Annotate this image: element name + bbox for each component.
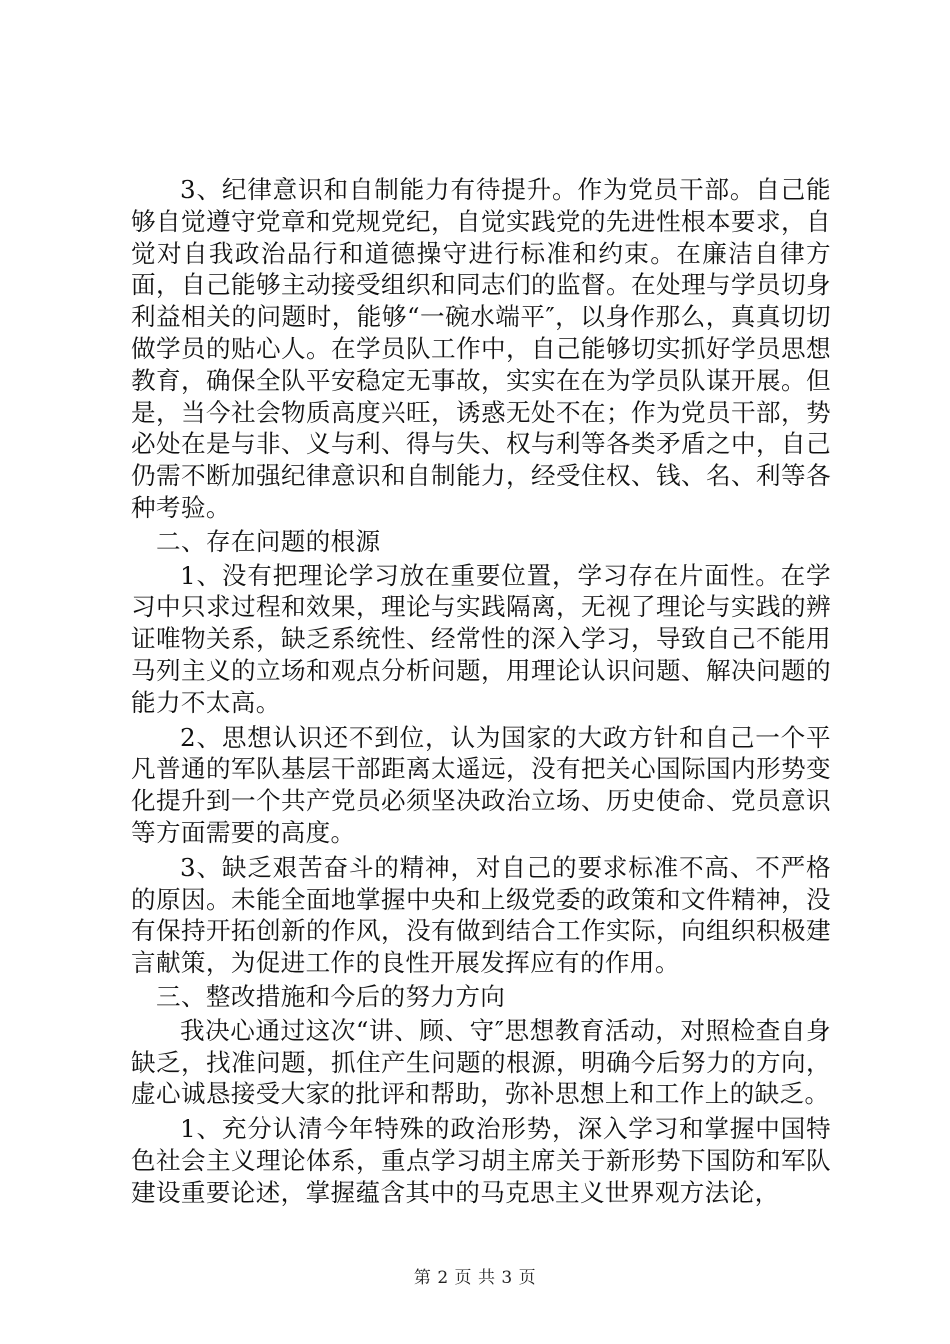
- section-heading-rectification: 三、整改措施和今后的努力方向: [156, 981, 506, 1011]
- paragraph-theory-study: 1、没有把理论学习放在重要位置，学习存在片面性。在学习中只求过程和效果，理论与实践隔离，无视了理论与实践的辨证唯物关系，缺乏系统性、经常性的深入学习，导致自己不能用马列主义的立场和观点分析问题，用理论认识问题、解决问题的能力不太高。: [131, 560, 831, 717]
- paragraph-resolution: 我决心通过这次“讲、顾、守″思想教育活动，对照检查自身缺乏，找准问题，抓住产生问题的根源，明确今后努力的方向，虚心诚恳接受大家的批评和帮助，弥补思想上和工作上的缺乏。: [131, 1015, 831, 1109]
- paragraph-ideological-awareness: 2、思想认识还不到位，认为国家的大政方针和自己一个平凡普通的军队基层干部距离太遥远，没有把关心国际国内形势变化提升到一个共产党员必须坚决政治立场、历史使命、党员意识等方面需要的高度。: [131, 722, 831, 847]
- page-footer: [0, 1268, 950, 1288]
- section-heading-root-causes: 二、存在问题的根源: [156, 526, 381, 556]
- page-number-indicator: 第 2 页 共 3 页: [413, 1268, 537, 1288]
- paragraph-hard-work-spirit: 3、缺乏艰苦奋斗的精神，对自己的要求标准不高、不严格的原因。未能全面地掌握中央和上级党委的政策和文件精神，没有保持开拓创新的作风，没有做到结合工作实际，向组织积极建言献策，为促进工作的良性开展发挥应有的作用。: [131, 852, 831, 978]
- document-body: [131, 174, 831, 1209]
- paragraph-political-situation: 1、充分认清今年特殊的政治形势，深入学习和掌握中国特色社会主义理论体系，重点学习胡主席关于新形势下国防和军队建设重要论述，掌握蕴含其中的马克思主义世界观方法论，: [131, 1114, 831, 1207]
- paragraph-discipline-awareness: 3、纪律意识和自制能力有待提升。作为党员干部。自己能够自觉遵守党章和党规党纪，自觉实践党的先进性根本要求，自觉对自我政治品行和道德操守进行标准和约束。在廉洁自律方面，自己能够主动接受组织和同志们的监督。在处理与学员切身利益相关的问题时，能够“一碗水端平″，以身作那么，真真切切做学员的贴心人。在学员队工作中，自己能够切实抓好学员思想教育，确保全队平安稳定无事故，实实在在为学员队谋开展。但是，当今社会物质高度兴旺，诱惑无处不在；作为党员干部，势必处在是与非、义与利、得与失、权与利等各类矛盾之中，自己仍需不断加强纪律意识和自制能力，经受住权、钱、名、利等各种考验。: [131, 175, 831, 522]
